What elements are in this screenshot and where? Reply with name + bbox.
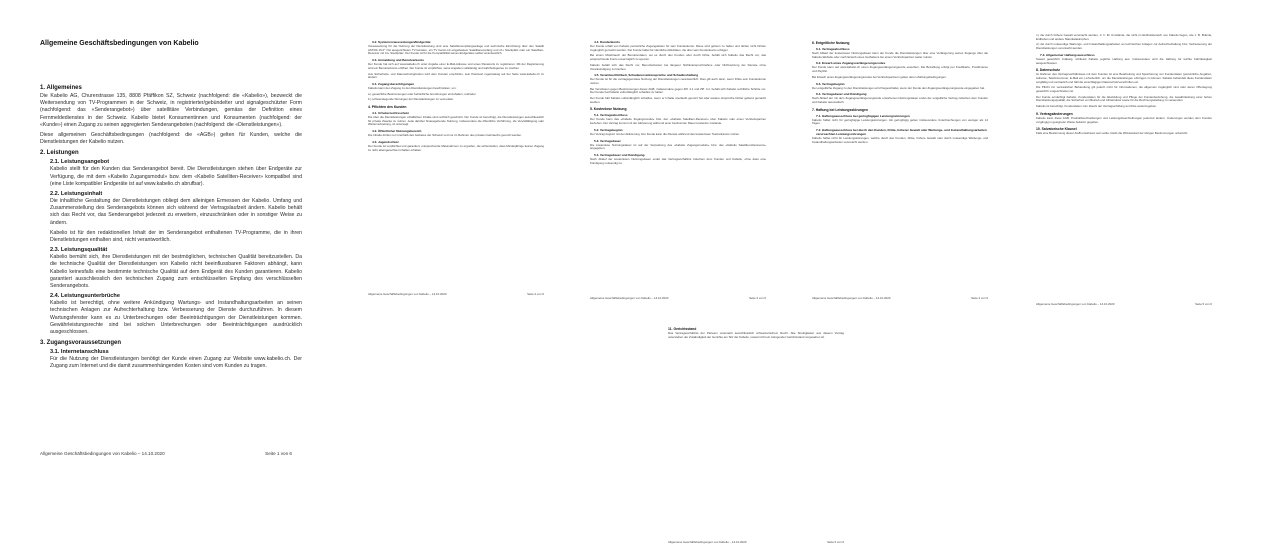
paragraph: Falls eine Bestimmung dieser AGB unwirksam sein sollte, bleibt die Wirksamkeit der übrigen Bestimmungen unberührt.: [1036, 131, 1189, 136]
paragraph: Der Kunde hat sich auf www.kabelio.ch unter Angabe einer E-Mail-Adresse und eines Passworts zu registrieren. Mit der Registrierung wird ein Benutzerkonto eröffnet. Der Kunde ist verpflichtet, seine Angaben vollständig und wahrheitsgetreu zu machen.: [368, 62, 544, 70]
subsection-heading: 5.4. Vertragsdauer und Kündigung: [594, 152, 645, 157]
subsection-heading: 2.3. Leistungsqualität: [50, 247, 108, 254]
document-title: Allgemeine Geschäftsbedingungen von Kabelio: [40, 40, 199, 47]
section-heading: 9. Vertragsänderungen: [1036, 111, 1073, 116]
paragraph: b.) schwerwiegende Störungen der Dienstleistungen zu vermeiden.: [368, 97, 454, 102]
subsection-heading: 7.2. Haftungsausschluss bei durch den Kunden, Dritte, höherer Gewalt oder Wartungs- und Instandhaltungsarbeiten verursachten Leistungsstörungen: [816, 128, 987, 137]
footer-page-number: Seite 5 von 6: [1195, 302, 1212, 306]
subsection-heading: 2.2. Leistungsinhalt: [50, 191, 103, 198]
paragraph: Kabelio haftet nicht für Leistungsstörungen, welche durch den Kunden, Dritte, höhere Gewalt oder durch notwendige Wartungs- und Instandhaltungsarbeiten verursacht werden.: [812, 136, 988, 144]
subsection-heading: 5.3. Vertragsdauer: [594, 138, 621, 143]
section-heading: 11. Gerichtsstand: [668, 327, 697, 331]
page-body: [806, 30, 994, 144]
paragraph: Bei Erwerb eines Zugangsverlängerungscodes bei Vertriebspartnern gelten deren Zahlungsbedingungen.: [812, 74, 947, 79]
subsection-heading: 4.5. Verantwortlichkeit, Schadenersatzansprüche und Schadloshaltung: [594, 73, 699, 78]
footer-page-number: Seite 3 von 6: [749, 296, 766, 300]
page-body: [584, 30, 772, 165]
footer-document-info: Allgemeine Geschäftsbedingungen von Kabelio – 14.10.2020: [368, 292, 447, 296]
footer-page-number: Seite 4 von 6: [971, 296, 988, 300]
paragraph: Kabelio kann den Zugang zu den Dienstleistungen beschränken, um:: [368, 85, 457, 90]
page-body: [662, 316, 850, 339]
paragraph: Die kostenlose Nutzungsdauer ist auf der Verpackung des «Kabelio Zugangsmoduls» bzw. des «Kabelio Satelliten-Receivers» angegeben.: [590, 142, 766, 151]
document-page-1: [30, 30, 302, 462]
page-footer: [368, 292, 544, 296]
section-heading: 3. Zugangsvoraussetzungen: [40, 340, 122, 347]
paragraph: Im Rahmen des Vertragsverhältnisses mit dem Kunden ist eine Bearbeitung und Speicherung von Kundendaten (persönliche Angaben, Adresse, Telefonnummer, E-Mail etc.) erforderlich, um die Dienstleistungen erbringen zu können. Kabelio behandelt diese Kundendaten sorgfältig und vertraulich und hält die einschlägigen Datenschutzvorschriften ein.: [1036, 72, 1212, 84]
paragraph: Diese allgemeinen Geschäftsbedingungen (nachfolgend: die «AGB») gelten für Kunden, welche die Dienstleistungen der Kabelio nutzen.: [40, 132, 302, 146]
paragraph: Kabelio haftet nicht für geringfügige Leistungsstörungen. Als geringfügig gelten insbesondere Unterbrechungen von weniger als 14 Tagen.: [812, 117, 988, 126]
paragraph: Der Kunde ist für die vertragsgemässe Nutzung der Dienstleistungen verantwortlich. Dies gilt auch dann, wenn Dritte sein Kundenkonto nutzen.: [590, 77, 766, 85]
subsection-heading: 6.3. Vertragsbeginn: [816, 81, 845, 86]
section-heading: 4. Pflichten des Kunden: [368, 105, 407, 110]
document-page-6: [662, 316, 850, 546]
footer-document-info: Allgemeine Geschäftsbedingungen von Kabelio – 14.10.2020: [812, 296, 891, 300]
paragraph: Bei Verstössen gegen Bestimmungen dieser AGB, insbesondere gegen Ziff. 4.1 und Ziff. 4.2, behält sich Kabelio rechtliche Schritte vor. Der Kunde hat Kabelio vollumfänglich schadlos zu halten.: [590, 86, 766, 95]
document-page-5: [1030, 26, 1218, 308]
subsection-heading: 7.1. Haftungsausschluss bei geringfügigen Leistungsstörungen: [816, 113, 910, 118]
paragraph: Das Vertragsverhältnis der Parteien untersteht ausschliesslich schweizerischem Recht. Alle Streitigkeiten aus diesem Vertrag unterstehen der Zuständigkeit der Gerichte am Sitz der Kabelio, soweit nicht ein zwingender Gerichtsstand vorgesehen ist.: [668, 331, 844, 339]
paragraph: Die inhaltliche Gestaltung der Dienstleistungen obliegt dem alleinigen Ermessen der Kabelio. Umfang und Zusammenstellung des Senderangebots können sich während der Vertragslaufzeit ändern. Kabelio behält sich das Recht vor, das Senderangebot jederzeit zu erweitern, einzuschränken oder in sonstiger Weise zu ändern.: [50, 198, 302, 226]
paragraph: Aus Sicherheits- und Datenschutzgründen wird dem Kunden empfohlen, sein Passwort regelmässig auf der Seite www.kabelio.ch zu ändern.: [368, 71, 544, 80]
subsection-heading: 3.4. Zugangsberechtigungen: [372, 81, 415, 86]
paragraph: Kabelio ist für den redaktionellen Inhalt der im Senderangebot enthaltenen TV-Programme, die in ihren Dienstleistungen enthalten sind, nicht verantwortlich.: [50, 229, 302, 244]
section-heading: 6. Entgeltliche Nutzung: [812, 41, 850, 45]
subsection-heading: 3.2. Systemvoraussetzungen/Endgeräte: [372, 40, 431, 44]
subsection-heading: 5.2. Vertragsbeginn: [594, 127, 623, 132]
paragraph: Bei einem Missbrauch der Benutzerdaten, sei es durch den Kunden oder durch Dritte, behält sich Kabelio das Recht vor, das entsprechende Konto unverzüglich zu sperren.: [590, 53, 766, 62]
paragraph: Der entgeltliche Zugang zu den Dienstleistungen wird freigeschaltet, wenn der Kunde den Zugangsverlängerungscode eingegeben hat.: [812, 85, 985, 90]
page-body: [1030, 26, 1218, 136]
section-heading: 7. Haftung bei Leistungsstörungen: [812, 107, 868, 112]
subsection-heading: 4.2. Öffentlicher Nutzungsbereich: [372, 129, 422, 134]
subsection-heading: 6.1. Vertragsabschluss: [816, 47, 850, 51]
subsection-heading: 2.1. Leistungsangebot: [50, 159, 110, 166]
subsection-heading: 4.4. Kundenkonto: [594, 40, 620, 44]
paragraph: Kabelio ist berechtigt, ohne weitere Ankündigung Wartungs- und Instandhaltungsarbeiten an seinen technischen Anlagen zur Aufrechterhaltung bzw. Verbesserung der Dienste durchzuführen. In diesem Wartungsfenster kann es zu Unterbrechungen oder Beeinträchtigungen der Dienstleistungen kommen. Gewährleistungsrechte sind bei solchen Unterbrechungen oder Beeinträchtigungen ausdrücklich ausgeschlossen.: [50, 300, 302, 336]
paragraph: a.) gesetzliche Bestimmungen oder behördliche Anordnungen einzuhalten; und/oder: [368, 91, 476, 96]
section-heading: 8. Datenschutz: [1036, 68, 1060, 73]
paragraph: Kabelio bemüht sich, ihre Dienstleistungen mit der bestmöglichen, technischen Qualität bereitzustellen. Da die technische Qualität der Dienstleistungen von Kabelio nicht beeinflussbaren Faktoren abhängt, kann Kabelio keinesfalls eine bestimmte technische Qualität auf dem Endgerät des Kunden garantieren. Kabelio garantiert ausschliesslich den technischen Zugang zum entschlüsselten Empfang des verschlüsselten Senderangebots.: [50, 254, 302, 290]
paragraph: Nach Ablauf der kostenlosen Nutzungsdauer endet das Vertragsverhältnis zwischen dem Kunden und Kabelio, ohne dass eine Kündigung notwendig ist.: [590, 156, 766, 165]
paragraph: Der Kunde hält Kabelio vollumfänglich schadlos, wenn er Inhalte unerlaubt genutzt hat oder weitere Ansprüche Dritter geltend gemacht werden.: [590, 96, 766, 104]
paragraph: Der Kunde kann das «Kabelio Zugangsmodul» bzw. den «Kabelio Satelliten-Receiver» über Kabelio oder einen Vertriebspartner beziehen. Der Vertrag kommt mit der Aktivierung während einer bestimmten Dauer kostenlos zustande.: [590, 117, 766, 126]
paragraph: Kabelio kann diese AGB, Produktbeschreibungen und Leistungsbeschreibungen jederzeit ändern. Änderungen werden dem Kunden vorgängig in geeigneter Weise bekannt gegeben.: [1036, 115, 1212, 124]
footer-document-info: Allgemeine Geschäftsbedingungen von Kabelio – 14.10.2020: [1036, 302, 1115, 306]
paragraph: Die Inhalte dürfen nur innerhalb des Gebietes der Schweiz und nur im Rahmen des privaten Gebrauchs genutzt werden.: [368, 133, 522, 138]
section-heading: 5. Kostenlose Nutzung: [590, 107, 627, 112]
subsection-heading: 5.1. Vertragsabschluss: [594, 113, 628, 118]
paragraph: d.) die durch notwendige Wartungs- und Instandhaltungsarbeiten an technischen Anlagen zur Aufrechterhaltung bzw. Verbesserung der Dienstleistungen verursacht werden.: [1036, 42, 1212, 51]
page-footer: [1036, 302, 1212, 306]
page-body: [362, 30, 550, 152]
paragraph: c.) die durch höhere Gewalt verursacht werden, d. h. für Umstände, die nicht im Einflussbereich von Kabelio liegen, wie z. B. Brände, Erdbeben und andere Naturkatastrophen.: [1036, 33, 1212, 41]
footer-document-info: Allgemeine Geschäftsbedingungen von Kabelio – 14.10.2020: [590, 296, 669, 300]
paragraph: Kabelio stellt für den Kunden das Senderangebot bereit. Die Dienstleistungen stehen über Endgeräte zur Verfügung, die mit dem «Kabelio Zugangsmodul» bzw. dem «Kabelio Satelliten-Receiver» kompatibel sind (eine Liste kompatibler Endgeräte ist auf www.kabelio.ch abrufbar).: [50, 166, 302, 187]
paragraph: Der Kunde erhält von Kabelio persönliche Zugangsdaten für sein Kundenkonto. Diese sind geheim zu halten und dürfen nicht Dritten zugänglich gemacht werden. Der Kunde haftet für sämtliche Aktivitäten, die über sein Kundenkonto erfolgen.: [590, 44, 766, 52]
paragraph: Die über die Dienstleistungen erhältlichen Inhalte sind rechtlich geschützt. Der Kunde ist berechtigt, die Dienstleistungen ausschliesslich für private Zwecke zu nutzen. Jede darüber hinausgehende Nutzung, insbesondere die öffentliche Vorführung, die Vervielfältigung oder Weiterverbreitung, ist untersagt.: [368, 115, 544, 127]
paragraph: Die Pflicht zur vertraulichen Behandlung gilt jedoch nicht für Informationen, die allgemein zugänglich sind oder deren Offenlegung gesetzlich vorgeschrieben ist.: [1036, 85, 1212, 94]
subsection-heading: 6.4. Vertragsdauer und Kündigung: [816, 92, 867, 97]
paragraph: Der Kunde kann auf www.kabelio.ch einen Zugangsverlängerungscode erwerben. Die Bezahlung erfolgt per Kreditkarte, PostFinance und PayPal.: [812, 65, 988, 74]
page-footer: [40, 451, 292, 456]
document-page-3: [584, 30, 772, 302]
page-footer: [812, 296, 988, 300]
subsection-heading: 4.1. Urheberrechtsschutz: [372, 111, 409, 116]
page-footer: [668, 540, 844, 544]
document-page-4: [806, 30, 994, 302]
subsection-heading: 2.4. Leistungsunterbrüche: [50, 293, 120, 300]
document-page-2: [362, 30, 550, 298]
footer-page-number: Seite 1 von 6: [265, 451, 292, 456]
footer-document-info: Allgemeine Geschäftsbedingungen von Kabelio – 14.10.2020: [668, 540, 747, 544]
subsection-heading: 4.3. Jugendschutz: [372, 139, 399, 144]
paragraph: Die Kabelio AG, Churerstrasse 135, 8808 Pfäffikon SZ, Schweiz (nachfolgend: die «Kabelio»), bezweckt die Weitersendung von TV-Programmen in der Schweiz, in registrierter/gebündelter und signalgeschützter Form (nachfolgend: das «Senderangebot») über satellitäre Verbindungen, gemäss der Definition eines Fernmeldedienstes in der Schweiz. Kabelio bietet Konsumentinnen und Konsumenten (nachfolgend: der «Kunde») einen Zugang zu seinen aggregierten Senderangeboten (nachfolgend: die «Dienstleistungen»).: [40, 93, 302, 128]
paragraph: Der Kunde ist verpflichtet und garantiert, entsprechende Massnahmen zu ergreifen, die sicherstellen, dass Minderjährige keinen Zugang zu nicht altersgerechten Inhalten erhalten.: [368, 143, 544, 152]
paragraph: Kabelio ist berechtigt, Kundendaten zum Zweck der Vertragserfüllung an Dritte weiterzugeben.: [1036, 104, 1157, 109]
paragraph: Kabelio behält sich das Recht vor, Benutzerkonten bei längerer Nichtinanspruchnahme oder Nichtnutzung der Dienste ohne Vorankündigung zu löschen.: [590, 62, 766, 71]
paragraph: Voraussetzung für die Nutzung der Dienstleistung sind eine Satellitenempfangsanlage und technische Einrichtung über den Satellit ASTRA 19.2° Ost ausgerichteten TV-Geräten, ein TV Gerät mit eingebautem Satellitenempfang und CI+ Steckplatz oder ein Satelliten-Receiver mit CI+ Steckplatz. Der Kunde ist für die Kompatibilität seines Endgerätes selbst verantwortlich.: [368, 44, 544, 56]
paragraph: Nach Ablauf der kostenlosen Nutzungsdauer kann der Kunde die Dienstleistungen über eine Verlängerung seines Zugangs über die Kabelio-Website oder nach Erwerb eines Guthabens bei einem Vertriebspartner weiter nutzen.: [812, 51, 988, 59]
section-heading: 1. Allgemeines: [40, 85, 82, 91]
paragraph: Soweit gesetzlich zulässig, schliesst Kabelio jegliche Haftung aus. Insbesondere wird die Haftung für leichte Fahrlässigkeit ausgeschlossen.: [1036, 56, 1212, 65]
paragraph: Für die Nutzung der Dienstleistungen benötigt der Kunde einen Zugang zur Website www.kabelio.ch. Der Zugang zum Internet und die damit zusammenhängenden Kosten sind vom Kunden zu tragen.: [50, 356, 302, 370]
footer-document-info: Allgemeine Geschäftsbedingungen von Kabelio – 14.10.2020: [40, 451, 165, 456]
footer-page-number: Seite 2 von 6: [527, 292, 544, 296]
subsection-heading: 6.2. Erwerb eines Zugangsverlängerungscodes: [816, 61, 886, 66]
subsection-heading: 7.3. Allgemeiner Haftungsausschluss: [1040, 52, 1095, 57]
subsection-heading: 3.1. Internetanschluss: [50, 349, 109, 356]
paragraph: Nach Ablauf der mit dem Zugangsverlängerungscode erworbenen Nutzungsdauer endet der entgeltliche Vertrag zwischen dem Kunden und Kabelio automatisch.: [812, 96, 988, 104]
footer-page-number: Seite 6 von 6: [827, 540, 844, 544]
section-heading: 2. Leistungen: [40, 150, 79, 157]
section-heading: 10. Salvatorische Klausel: [1036, 127, 1077, 132]
paragraph: Der Kunde ermächtigt Kabelio, Kundendaten für die Abwicklung und Pflege der Kundenbeziehung, die Gewährleistung einer hohen Dienstleistungsqualität, die Sicherheit von Betrieb und Infrastruktur sowie für die Rechnungsstellung zu verwenden.: [1036, 94, 1212, 103]
page-footer: [590, 296, 766, 300]
subsection-heading: 3.3. Anmeldung und Benutzerkonto: [372, 58, 424, 63]
paragraph: Der Vertrag beginnt mit der Aktivierung. Der Kunde kann die Dienste während des kostenlosen Testzeitraums nutzen.: [590, 131, 740, 136]
